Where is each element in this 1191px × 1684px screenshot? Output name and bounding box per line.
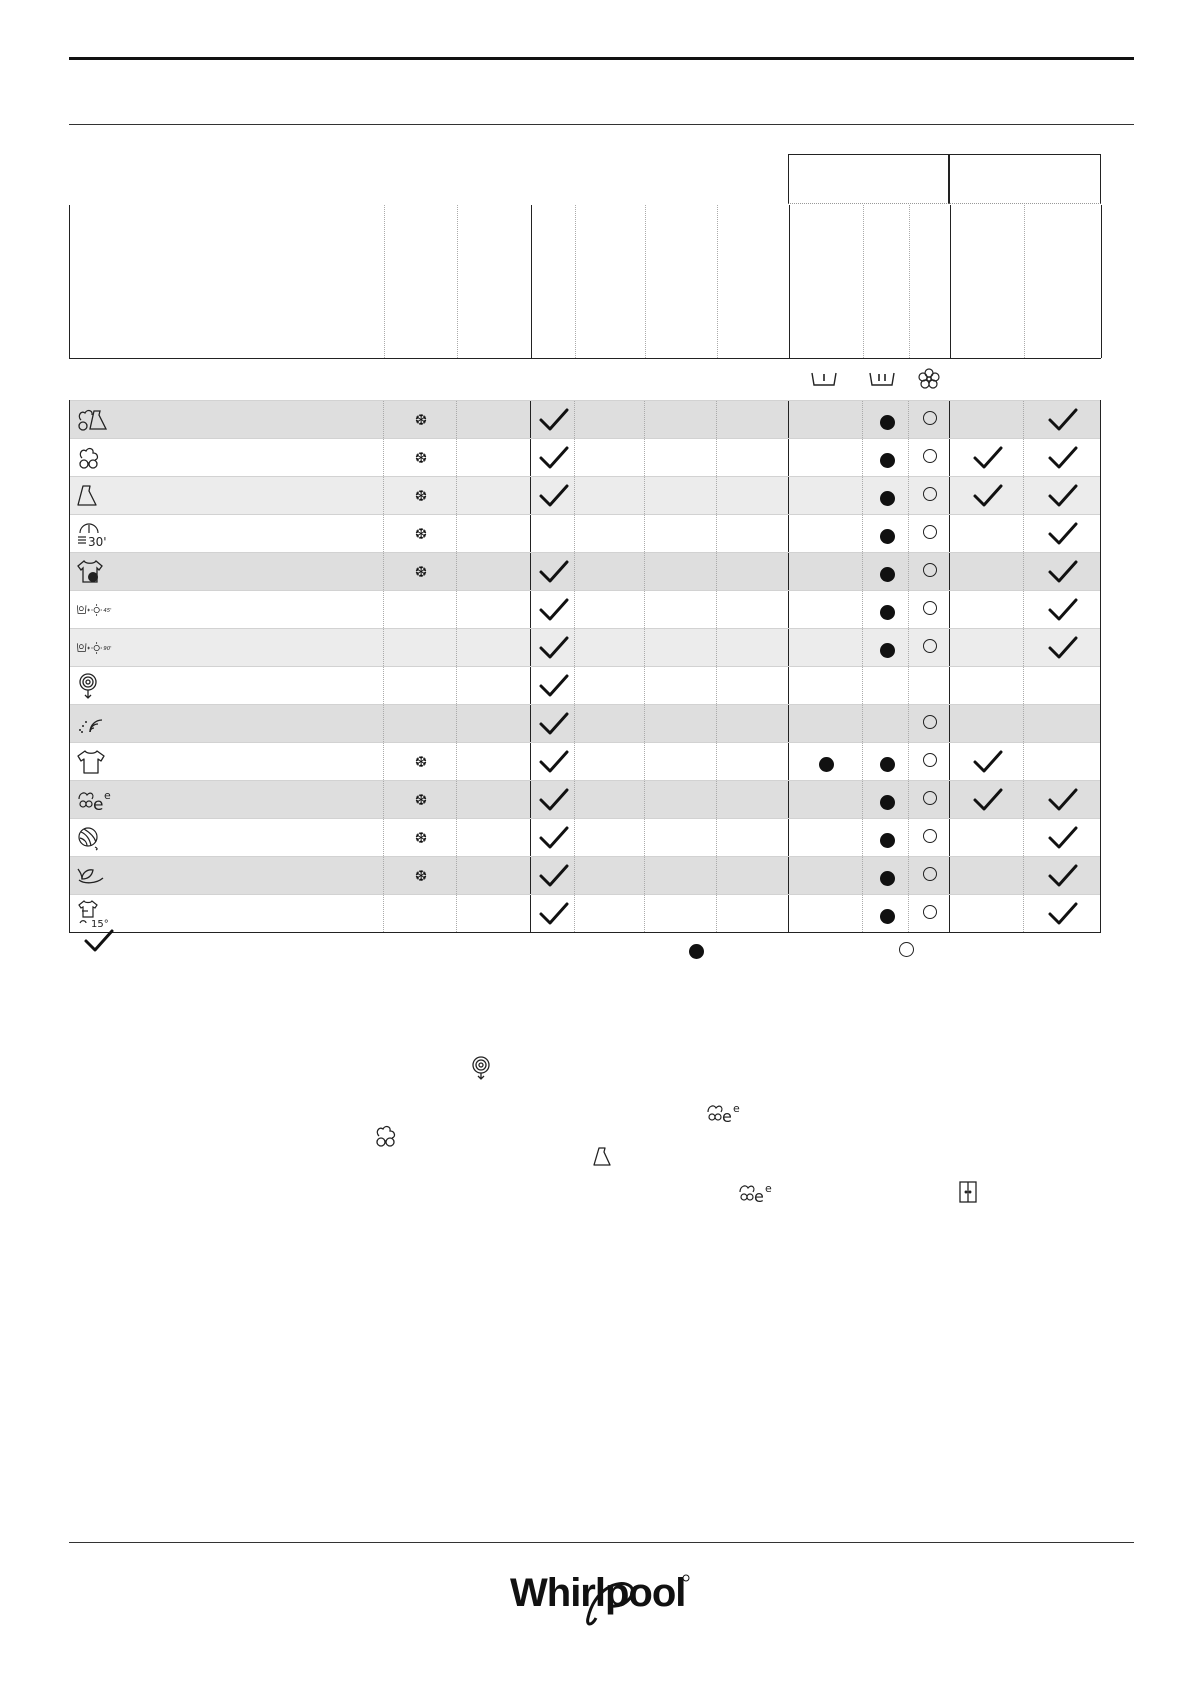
spin-drain-icon bbox=[470, 1056, 492, 1085]
open-circle-icon bbox=[910, 591, 950, 628]
check-icon bbox=[1025, 819, 1101, 856]
programme-rows bbox=[69, 400, 1101, 933]
rapid-30-icon bbox=[76, 515, 116, 552]
check-icon bbox=[1025, 401, 1101, 438]
open-circle-icon bbox=[910, 401, 950, 438]
table-row bbox=[70, 780, 1100, 818]
softener-icon bbox=[915, 368, 943, 390]
shirts-icon bbox=[76, 743, 116, 780]
open-circle-icon bbox=[910, 477, 950, 514]
filled-dot-icon bbox=[864, 439, 910, 476]
svg-text:e: e bbox=[733, 1102, 740, 1115]
open-circle-icon bbox=[910, 781, 950, 818]
top-rule bbox=[69, 57, 1134, 60]
snowflake-icon: ❆ bbox=[414, 486, 428, 505]
check-icon bbox=[532, 401, 576, 438]
check-icon bbox=[951, 477, 1024, 514]
check-icon bbox=[951, 743, 1024, 780]
table-row bbox=[70, 400, 1100, 438]
open-circle-icon bbox=[910, 743, 950, 780]
check-icon bbox=[532, 819, 576, 856]
filled-dot-icon bbox=[790, 743, 863, 780]
column-headers bbox=[69, 205, 1101, 359]
wash-1-icon bbox=[810, 368, 838, 390]
open-circle-icon bbox=[910, 705, 950, 742]
open-circle-icon bbox=[910, 629, 950, 666]
snowflake-icon: ❆ bbox=[414, 752, 428, 771]
filled-dot-icon bbox=[864, 743, 910, 780]
wash-dry-90-icon bbox=[76, 629, 116, 666]
steam-15-icon bbox=[76, 895, 116, 932]
check-icon bbox=[1025, 857, 1101, 894]
wash-dry-45-icon bbox=[76, 591, 116, 628]
table-row bbox=[70, 742, 1100, 780]
check-icon bbox=[532, 591, 576, 628]
svg-text:e: e bbox=[93, 794, 104, 813]
sub-rule bbox=[69, 124, 1134, 125]
filled-dot-icon bbox=[864, 401, 910, 438]
snowflake-icon: ❆ bbox=[414, 448, 428, 467]
check-icon bbox=[532, 553, 576, 590]
filled-dot-icon bbox=[864, 629, 910, 666]
detergent-symbol-row bbox=[69, 359, 1101, 401]
svg-text:30': 30' bbox=[88, 534, 107, 549]
table-row bbox=[70, 514, 1100, 552]
check-icon bbox=[1025, 515, 1101, 552]
check-icon bbox=[1025, 439, 1101, 476]
wash-2-icon bbox=[868, 368, 896, 390]
svg-text:e: e bbox=[104, 788, 111, 802]
filled-dot-icon bbox=[689, 944, 704, 959]
snowflake-icon: ❆ bbox=[414, 828, 428, 847]
brand-wordmark: Whirlpool bbox=[510, 1571, 686, 1615]
cotton-icon bbox=[373, 1124, 399, 1153]
open-circle-icon bbox=[910, 857, 950, 894]
table-row bbox=[70, 856, 1100, 894]
whirlpool-logo bbox=[508, 1568, 698, 1628]
filled-dot-icon bbox=[864, 477, 910, 514]
filled-dot-icon bbox=[864, 819, 910, 856]
check-icon bbox=[1025, 591, 1101, 628]
spin-drain-icon bbox=[76, 667, 116, 704]
filled-dot-icon bbox=[864, 515, 910, 552]
filled-dot-icon bbox=[864, 781, 910, 818]
synthetics-icon bbox=[76, 477, 116, 514]
filled-dot-icon bbox=[864, 553, 910, 590]
anti-stain-icon bbox=[76, 553, 116, 590]
options-group-header bbox=[949, 154, 1101, 204]
table-row bbox=[70, 552, 1100, 590]
check-icon bbox=[83, 928, 115, 959]
table-row bbox=[70, 590, 1100, 628]
svg-text:45': 45' bbox=[103, 607, 112, 614]
check-icon bbox=[532, 629, 576, 666]
table-row bbox=[70, 628, 1100, 666]
delicates-icon bbox=[76, 857, 116, 894]
check-icon bbox=[532, 477, 576, 514]
svg-text:90': 90' bbox=[103, 645, 112, 652]
check-icon bbox=[532, 705, 576, 742]
check-icon bbox=[532, 857, 576, 894]
check-icon bbox=[1025, 477, 1101, 514]
check-icon bbox=[1025, 895, 1101, 932]
door-icon bbox=[958, 1180, 978, 1209]
check-icon bbox=[532, 439, 576, 476]
snowflake-icon: ❆ bbox=[414, 410, 428, 429]
check-icon bbox=[1025, 553, 1101, 590]
table-row bbox=[70, 476, 1100, 514]
eco-cotton-icon bbox=[737, 1180, 773, 1209]
check-icon bbox=[532, 667, 576, 704]
svg-text:e: e bbox=[722, 1107, 732, 1124]
filled-dot-icon bbox=[864, 895, 910, 932]
filled-dot-icon bbox=[864, 591, 910, 628]
open-circle-icon bbox=[910, 895, 950, 932]
table-row bbox=[70, 818, 1100, 856]
open-circle-icon bbox=[899, 942, 914, 957]
table-row bbox=[70, 666, 1100, 704]
check-icon bbox=[532, 895, 576, 932]
open-circle-icon bbox=[910, 819, 950, 856]
table-row bbox=[70, 438, 1100, 476]
table-row bbox=[70, 704, 1100, 742]
snowflake-icon: ❆ bbox=[414, 524, 428, 543]
snowflake-icon: ❆ bbox=[414, 790, 428, 809]
snowflake-icon: ❆ bbox=[414, 562, 428, 581]
svg-text:15°: 15° bbox=[91, 918, 109, 929]
cotton-mixed-icon bbox=[76, 401, 116, 438]
legend bbox=[69, 930, 1101, 970]
check-icon bbox=[951, 781, 1024, 818]
cotton-icon bbox=[76, 439, 116, 476]
filled-dot-icon bbox=[864, 857, 910, 894]
wool-icon bbox=[76, 819, 116, 856]
check-icon bbox=[1025, 629, 1101, 666]
open-circle-icon bbox=[910, 553, 950, 590]
check-icon bbox=[532, 781, 576, 818]
snowflake-icon: ❆ bbox=[414, 866, 428, 885]
check-icon bbox=[532, 743, 576, 780]
open-circle-icon bbox=[910, 439, 950, 476]
rinse-icon bbox=[76, 705, 116, 742]
table-row bbox=[70, 894, 1100, 932]
synthetics-icon bbox=[592, 1146, 612, 1173]
footer-rule bbox=[69, 1542, 1134, 1543]
eco-cotton-icon bbox=[76, 781, 116, 818]
check-icon bbox=[1025, 781, 1101, 818]
open-circle-icon bbox=[910, 515, 950, 552]
svg-text:e: e bbox=[754, 1187, 764, 1204]
eco-cotton-icon bbox=[705, 1100, 741, 1129]
check-icon bbox=[951, 439, 1024, 476]
svg-text:e: e bbox=[765, 1182, 772, 1195]
detergent-group-header bbox=[788, 154, 949, 204]
